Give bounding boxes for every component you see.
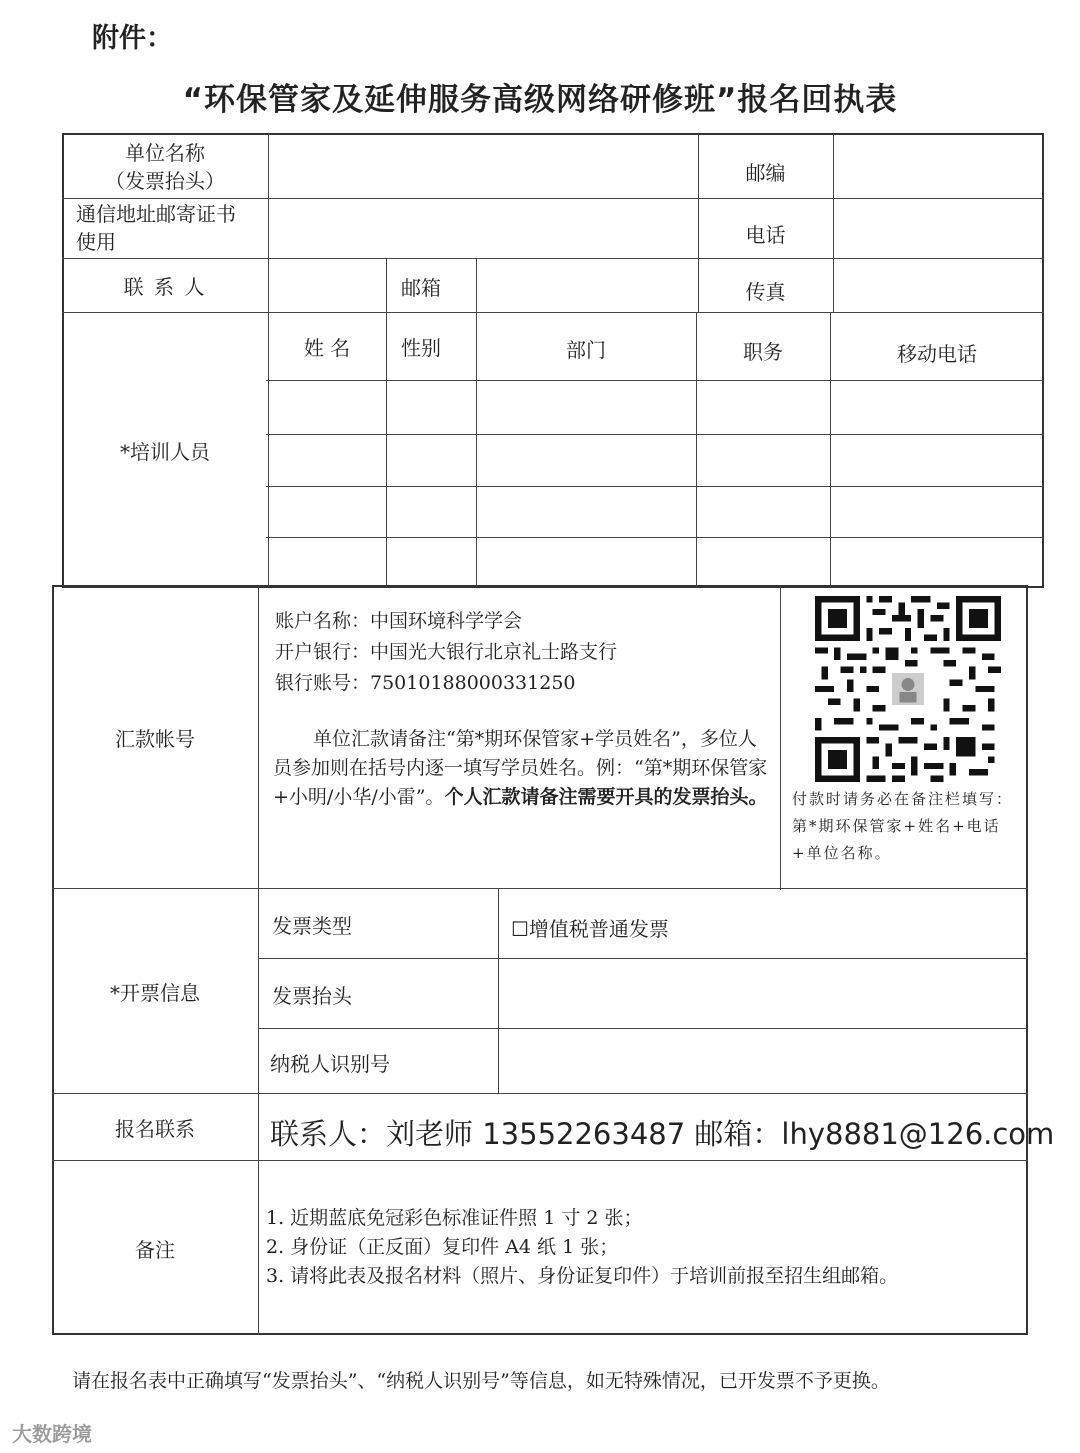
invoice-type-checkbox[interactable]: ☐增值税普通发票	[511, 917, 669, 941]
account-name: 账户名称：中国环境科学学会	[275, 610, 523, 632]
watermark: 大数跨境	[12, 1422, 92, 1446]
address-label: 通信地址邮寄证书 使用	[76, 202, 236, 254]
invoice-title-label: 发票抬头	[272, 984, 352, 1008]
trainee-col-gender: 性别	[401, 335, 441, 360]
email-field[interactable]	[478, 260, 698, 312]
trainees-label: *培训人员	[120, 439, 210, 464]
account-number: 银行账号：75010188000331250	[275, 672, 576, 694]
unit-name-field[interactable]	[270, 135, 698, 198]
contact-person-label: 联 系 人	[123, 274, 207, 299]
trainee-col-mobile: 移动电话	[897, 341, 977, 366]
email-label: 邮箱	[401, 275, 441, 300]
trainee-row-1[interactable]	[270, 382, 1044, 434]
registration-contact-info: 联系人：刘老师 13552263487 邮箱：lhy8881@126.com	[270, 1117, 1055, 1151]
fax-label: 传真	[745, 279, 786, 304]
remark-item: 3. 请将此表及报名材料（照片、身份证复印件）于培训前报至招生组邮箱。	[266, 1265, 899, 1287]
address-field[interactable]	[270, 200, 698, 258]
registration-contact-label: 报名联系	[115, 1116, 195, 1141]
contact-person-field[interactable]	[270, 260, 386, 312]
phone-field[interactable]	[835, 200, 1044, 258]
remarks-list	[266, 1204, 898, 1291]
taxpayer-id-field[interactable]	[500, 1030, 1026, 1092]
trainee-col-department: 部门	[566, 337, 606, 362]
remittance-note: 单位汇款请备注“第*期环保管家+学员姓名”，多位人员参加则在括号内逐一填写学员姓名。例：“第*期环保管家+小明/小华/小雷”。个人汇款请备注需要开具的发票抬头。	[273, 728, 768, 808]
trainee-col-name: 姓 名	[303, 335, 351, 360]
unit-name-label: 单位名称 （发票抬头）	[105, 140, 225, 193]
trainee-row-2[interactable]	[270, 436, 1044, 486]
attachment-label: 附件：	[92, 23, 173, 54]
phone-label: 电话	[745, 222, 786, 247]
trainee-row-3[interactable]	[270, 488, 1044, 537]
personal-remittance-note: 个人汇款请备注需要开具的发票抬头。	[444, 786, 768, 808]
invoice-info-label: *开票信息	[110, 981, 200, 1005]
invoice-title-field[interactable]	[500, 960, 1026, 1026]
footer-note: 请在报名表中正确填写“发票抬头”、“纳税人识别号”等信息，如无特殊情况，已开发票不予更换。	[72, 1370, 890, 1392]
remark-item: 2. 身份证（正反面）复印件 A4 纸 1 张；	[266, 1236, 619, 1258]
trainee-col-position: 职务	[743, 339, 783, 364]
payment-qr-code-icon	[815, 596, 1001, 782]
qr-caption: 付款时请务必在备注栏填写：第*期环保管家+姓名+电话+单位名称。	[792, 790, 1014, 862]
trainee-row-4[interactable]	[270, 539, 1044, 587]
bank-name: 开户银行：中国光大银行北京礼士路支行	[275, 641, 618, 663]
postcode-label: 邮编	[745, 161, 786, 185]
remittance-label: 汇款帐号	[115, 726, 195, 751]
fax-field[interactable]	[835, 260, 1044, 312]
form-title: “环保管家及延伸服务高级网络研修班”报名回执表	[182, 82, 898, 118]
postcode-field[interactable]	[835, 135, 1044, 198]
remarks-label: 备注	[135, 1237, 175, 1262]
remark-item: 1. 近期蓝底免冠彩色标准证件照 1 寸 2 张；	[266, 1207, 643, 1229]
taxpayer-id-label: 纳税人识别号	[270, 1052, 390, 1076]
invoice-type-label: 发票类型	[272, 914, 352, 938]
bank-info	[275, 606, 617, 699]
